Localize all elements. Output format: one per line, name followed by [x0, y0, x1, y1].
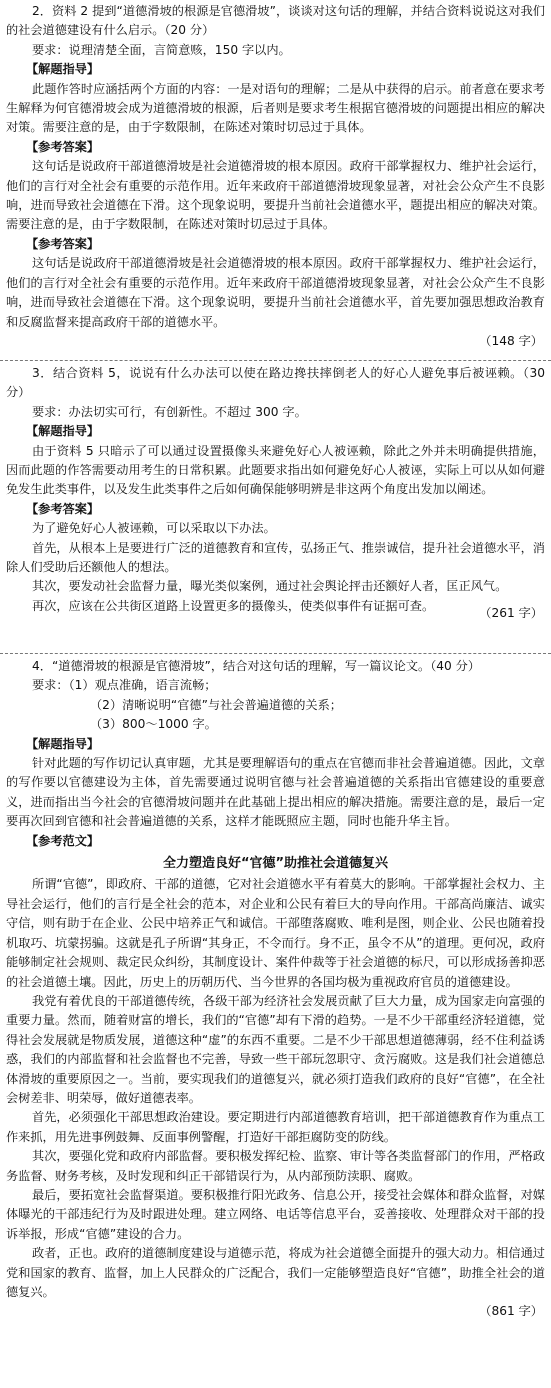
essay-title: 全力塑造良好“官德”助推社会道德复兴	[162, 856, 389, 872]
word-count: （261 字）	[479, 605, 543, 620]
guide-text: 针对此题的写作切记认真审题，尤其是要理解语句的重点在官德而非社会普遍道德。因此，文章的写作要以官德建设为主体，首先需要通过说明官德与社会普遍道德的关系指出官德建设的重要意义，进而指出当今社会的官德滑坡问题并在此基础上提出相应的解决措施。需要注意的是，最后一定要再次回到官德和社会普遍道德的关系，这样才能既照应主题，同时也能升华主旨。	[6, 756, 545, 829]
question-3-text: 3．结合资料 5，说说有什么办法可以使在路边搀扶摔倒老人的好心人避免事后被诬赖。（30 分）	[6, 366, 545, 400]
reference-answer-point: 其次，要发动社会监督力量，曝光类似案例，通过社会舆论抨击还额好人者，匡正风气。	[32, 579, 508, 594]
word-count: （861 字）	[479, 1304, 543, 1319]
essay-paragraph: 首先，必须强化干部思想政治建设。要定期进行内部道德教育培训，把干部道德教育作为重点工作来抓，用先进事例鼓舞、反面事例警醒，打造好干部拒腐防变的防线。	[6, 1110, 545, 1144]
reference-answer: 这句话是说政府干部道德滑坡是社会道德滑坡的根本原因。政府干部掌握权力、维护社会运行，他们的言行对全社会有重要的示范作用。近年来政府干部道德滑坡现象显著，对社会公众产生不良影响，进而导致社会道德在下滑。这个现象说明，要提升当前社会道德水平，首先要加强思想政治教育和反腐监督来提高政府干部的道德水平。	[6, 256, 545, 329]
reference-answer-point: 首先，从根本上是要进行广泛的道德教育和宣传，弘扬正气、推崇诚信，提升社会道德水平，消除人们受助后还额他人的想法。	[6, 540, 545, 575]
essay-paragraph: 其次，要强化党和政府内部监督。要积极发挥纪检、监察、审计等各类监督部门的作用，严格政务监督、财务考核，及时发现和纠正干部错误行为，从内部预防渎职、腐败。	[6, 1149, 545, 1183]
question-3-section	[6, 364, 545, 651]
question-4-text: 4．“道德滑坡的根源是官德滑坡”，结合对这句话的理解，写一篇议论文。（40 分）	[32, 659, 481, 673]
guide-heading: 【解题指导】	[26, 62, 100, 77]
essay-paragraph: 我党有着优良的干部道德传统，各级干部为经济社会发展贡献了巨大力量，成为国家走向富强的重要力量。然而，随着财富的增长，我们的“官德”却有下滑的趋势。一是不少干部重经济轻道德，觉得社会发展就是物质发展，道德这种“虚”的东西不重要。二是不少干部思想道德薄弱，经不住利益诱惑，我们的内部监督和社会监督也不完善，导致一些干部玩忽职守、贪污腐败。这是我们社会道德总体滑坡的重要原因之一。当前，要实现我们的道德复兴，就必须打造我们政府的良好“官德”，在全社会树差非、明荣辱，做好道德表率。	[6, 993, 545, 1105]
divider	[0, 653, 551, 654]
sample-essay-heading: 【参考范文】	[26, 833, 100, 848]
question-2-text: 2．资料 2 提到“道德滑坡的根源是官德滑坡”，谈谈对这句话的理解，并结合资料说说这对我们的社会道德建设有什么启示。（20 分）	[6, 4, 545, 38]
essay-paragraph: 最后，要拓宽社会监督渠道。要积极推行阳光政务、信息公开，接受社会媒体和群众监督，对媒体曝光的干部违纪行为及时跟进处理。建立网络、电话等信息平台，妥善接收、处理群众对干部的投诉举报，形成“官德”建设的合力。	[6, 1187, 545, 1241]
question-4-requirement: 要求：（1）观点准确，语言流畅；	[32, 678, 217, 693]
word-count: （148 字）	[479, 333, 543, 348]
reference-answer-point-truncated: 再次，应该在公共街区道路上设置更多的摄像头，使类似事件有证据可查。	[32, 598, 435, 613]
guide-heading: 【解题指导】	[26, 736, 100, 751]
reference-heading: 【参考答案】	[26, 139, 100, 154]
guide-heading: 【解题指导】	[26, 424, 100, 439]
question-2-requirement: 要求：说理清楚全面，言简意赅，150 字以内。	[32, 42, 291, 57]
question-4-section	[6, 657, 545, 1322]
guide-text: 由于资料 5 只暗示了可以通过设置摄像头来避免好心人被诬赖，除此之外并未明确提供措施，因而此题的作答需要动用考生的日常积累。此题要求指出如何避免好心人被诬，实际上可以从如何避免发生此类事件，以及发生此类事件之后如何确保能够明辨是非这两个角度出发加以阐述。	[6, 443, 545, 497]
question-4-requirement-item: （2）清晰说明“官德”与社会普遍道德的关系；	[90, 697, 342, 712]
reference-answer-draft: 这句话是说政府干部道德滑坡是社会道德滑坡的根本原因。政府干部掌握权力、维护社会运行，他们的言行对全社会有重要的示范作用。近年来政府干部道德滑坡现象显著，对社会公众产生不良影响，进而导致社会道德在下滑。这个现象说明，要提升当前社会道德水平，题提出相应的解决对策。需要注意的是，由于字数限制，在陈述对策时切忌过于具体。	[6, 159, 545, 232]
reference-heading: 【参考答案】	[26, 236, 100, 251]
question-4-requirement-item: （3）800～1000 字。	[90, 717, 217, 732]
question-3-requirement: 要求：办法切实可行，有创新性。不超过 300 字。	[32, 404, 307, 419]
divider	[0, 360, 551, 361]
essay-paragraph: 政者，正也。政府的道德制度建设与道德示范，将成为社会道德全面提升的强大动力。相信通过党和国家的教育、监督，加上人民群众的广泛配合，我们一定能够塑造良好“官德”，助推全社会的道德复兴。	[6, 1246, 545, 1299]
reference-answer-intro: 为了避免好心人被诬赖，可以采取以下办法。	[32, 521, 276, 536]
question-2-section	[6, 2, 545, 358]
guide-text: 此题作答时应涵括两个方面的内容：一是对语句的理解；二是从中获得的启示。前者意在要求考生解释为何官德滑坡会成为道德滑坡的根源，后者则是要求考生根据官德滑坡的问题提出相应的解决对策。需要注意的是，由于字数限制，在陈述对策时切忌过于具体。	[6, 81, 545, 135]
reference-heading: 【参考答案】	[26, 501, 100, 516]
essay-paragraph: 所谓“官德”，即政府、干部的道德，它对社会道德水平有着莫大的影响。干部掌握社会权力、主导社会运行，他们的言行是全社会的范本，对企业和公民有着巨大的导向作用。干部高尚廉洁、诚实守信，则有助于在企业、公民中培养正气和诚信。干部堕落腐败、唯利是图，则企业、公民也随着投机取巧、坑蒙拐骗。这就是孔子所谓“其身正，不令而行。身不正，虽令不从”的道理。更何况，政府能够制定社会规则、裁定民众纠纷，其制度设计、案件仲裁等于社会道德的标尺，可以形成扬善抑恶的社会道德土壤。因此，历史上的历朝历代、当今世界的各国均极为重视政府官员的道德建设。	[6, 877, 545, 989]
